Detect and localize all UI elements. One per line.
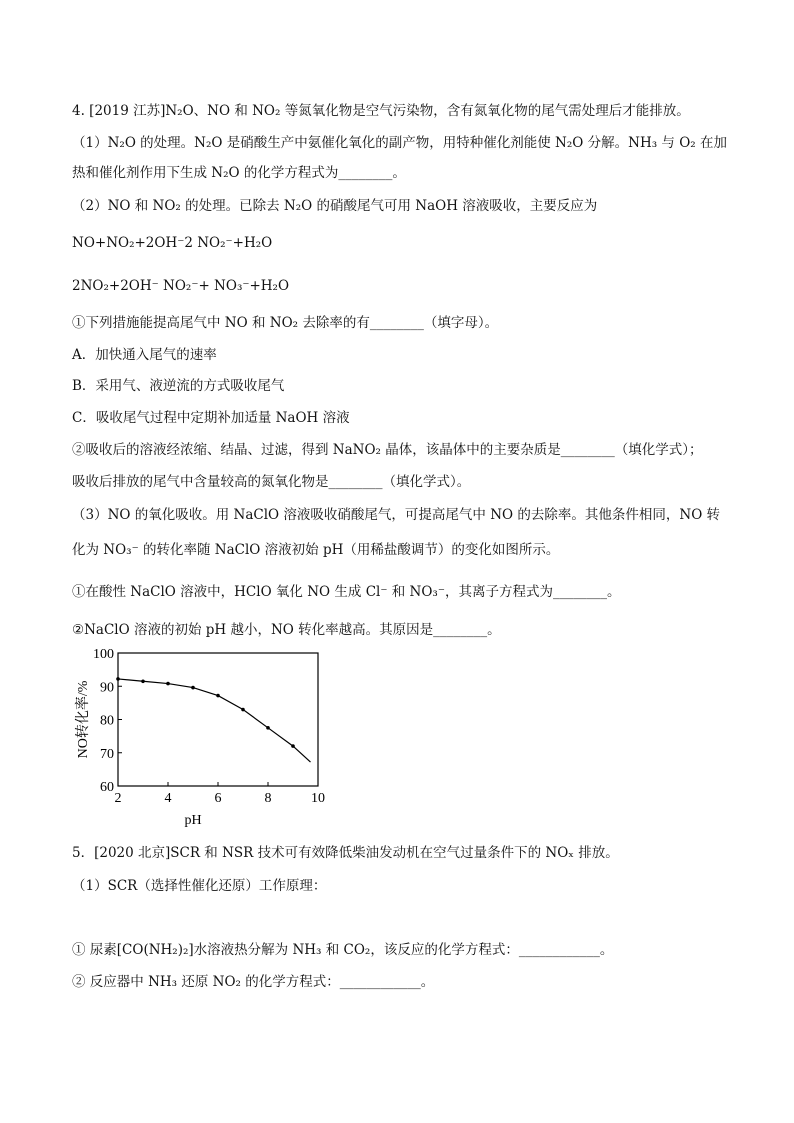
q5-question1: ① 尿素[CO(NH₂)₂]水溶液热分解为 NH₃ 和 CO₂，该反应的化学方程式：____________。	[72, 942, 614, 958]
q4-part3-question2: ②NaClO 溶液的初始 pH 越小，NO 转化率越高。其原因是________。	[72, 622, 501, 638]
data-point	[141, 679, 145, 683]
y-axis-label: NO转化率/%	[76, 680, 91, 759]
q4-part1-line1: （1）N₂O 的处理。N₂O 是硝酸生产中氨催化氧化的副产物，用特种催化剂能使 N₂O 分解。NH₃ 与 O₂ 在加	[72, 135, 727, 151]
data-point	[116, 677, 120, 681]
y-tick-label: 70	[100, 746, 114, 762]
y-tick-label: 90	[100, 680, 114, 696]
q5-question2: ② 反应器中 NH₃ 还原 NO₂ 的化学方程式：____________。	[72, 974, 435, 990]
data-point	[266, 726, 270, 730]
q5-intro: 5．[2020 北京]SCR 和 NSR 技术可有效降低柴油发动机在空气过量条件下的 NOₓ 排放。	[72, 845, 619, 861]
q4-part2-line1: （2）NO 和 NO₂ 的处理。已除去 N₂O 的硝酸尾气可用 NaOH 溶液吸收，主要反应为	[72, 198, 598, 214]
q4-part3-line1: （3）NO 的氧化吸收。用 NaClO 溶液吸收硝酸尾气，可提高尾气中 NO 的去除率。其他条件相同，NO 转	[72, 507, 721, 523]
x-axis-label: pH	[184, 813, 202, 828]
q4-part2-question2-line2: 吸收后排放的尾气中含量较高的氮氧化物是________（填化学式）。	[72, 474, 471, 490]
data-point	[241, 708, 245, 712]
q4-intro: 4. [2019 江苏]N₂O、NO 和 NO₂ 等氮氧化物是空气污染物，含有氮氧化物的尾气需处理后才能排放。	[72, 103, 690, 119]
q4-part3-question1: ①在酸性 NaClO 溶液中，HClO 氧化 NO 生成 Cl⁻ 和 NO₃⁻，其离子方程式为________。	[72, 584, 621, 600]
q4-part1-line2: 热和催化剂作用下生成 N₂O 的化学方程式为________。	[72, 165, 406, 181]
y-tick-label: 100	[93, 647, 114, 662]
x-tick-label: 2	[114, 791, 122, 806]
series-line	[118, 679, 311, 762]
x-tick-label: 8	[264, 791, 272, 806]
q4-option-a: A．加快通入尾气的速率	[72, 347, 217, 363]
y-tick-label: 60	[100, 780, 114, 795]
q5-part1: （1）SCR（选择性催化还原）工作原理：	[72, 878, 327, 894]
q4-equation-1: NO+NO₂+2OH⁻2 NO₂⁻+H₂O	[72, 235, 273, 251]
x-tick-label: 6	[214, 791, 222, 806]
data-point	[166, 682, 170, 686]
no-conversion-chart	[60, 642, 340, 837]
y-tick-label: 80	[100, 713, 114, 729]
x-tick-label: 10	[311, 791, 325, 806]
q4-equation-2: 2NO₂+2OH⁻ NO₂⁻+ NO₃⁻+H₂O	[72, 278, 290, 294]
q4-part2-question2-line1: ②吸收后的溶液经浓缩、结晶、过滤，得到 NaNO₂ 晶体，该晶体中的主要杂质是________（填化学式）；	[72, 442, 703, 458]
data-point	[191, 686, 195, 690]
plot-frame	[118, 653, 318, 786]
data-point	[216, 694, 220, 698]
data-point	[291, 744, 295, 748]
q4-option-b: B．采用气、液逆流的方式吸收尾气	[72, 378, 285, 394]
x-tick-label: 4	[164, 791, 172, 806]
q4-part3-line2: 化为 NO₃⁻ 的转化率随 NaClO 溶液初始 pH（用稀盐酸调节）的变化如图所示。	[72, 542, 560, 558]
q4-part2-question1: ①下列措施能提高尾气中 NO 和 NO₂ 去除率的有________（填字母）。	[72, 315, 499, 331]
q4-option-c: C．吸收尾气过程中定期补加适量 NaOH 溶液	[72, 410, 350, 426]
